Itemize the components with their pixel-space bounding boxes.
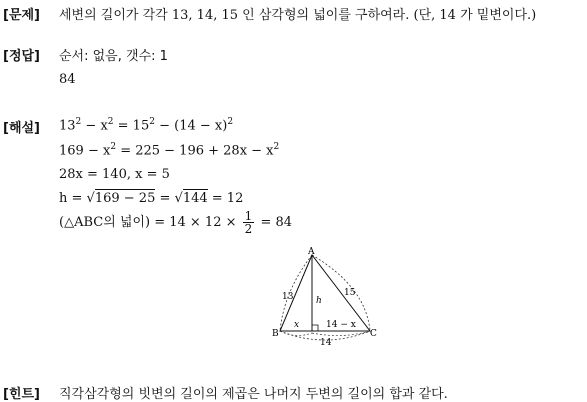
side-bottom-label: 14 <box>320 338 332 347</box>
solution-line-3: 28x = 140, x = 5 <box>59 167 170 182</box>
height-label: h <box>316 296 322 306</box>
vertex-c: C <box>370 329 377 339</box>
solution-line-2: $169 - x^2 = 225 - 196 + 28x - x^2$ <box>59 142 280 159</box>
problem-text: 세변의 길이가 각각 13, 14, 15 인 삼각형의 넓이를 구하여라. (단, 14 가 밑변이다.) <box>59 8 537 23</box>
hint-label: [힌트] <box>3 387 40 402</box>
solution-line-1: $13^2 - x^2 = 15^2 - (14 - x)^2$ <box>59 117 234 134</box>
right-angle-mark <box>312 325 318 331</box>
side-right-label: 15 <box>344 288 356 298</box>
triangle-figure <box>270 247 385 347</box>
vertex-a: A <box>308 247 315 257</box>
solution-line-5: (△ABC의 넓이) = 14 × 12 × $\frac{1}{2}$ = 84 <box>59 209 293 236</box>
answer-meta: 순서: 없음, 갯수: 1 <box>59 49 168 64</box>
answer-label: [정답] <box>3 49 40 64</box>
arc-x <box>280 331 312 336</box>
arc-14-x <box>312 331 370 336</box>
hint-text: 직각삼각형의 빗변의 길이의 제곱은 나머지 두변의 길이의 합과 같다. <box>59 387 448 402</box>
side-left-label: 13 <box>282 292 294 302</box>
problem-label: [문제] <box>3 8 40 23</box>
solution-label: [해설] <box>3 121 40 136</box>
solution-line-4: h = √169 − 25 = √144 = 12 <box>59 191 244 206</box>
segment-x-label: x <box>294 320 300 330</box>
segment-14-x-label: 14 − x <box>326 320 356 330</box>
answer-value: 84 <box>59 72 76 87</box>
fraction-one-half: $\frac{1}{2}$ <box>244 209 253 236</box>
vertex-b: B <box>272 329 279 339</box>
